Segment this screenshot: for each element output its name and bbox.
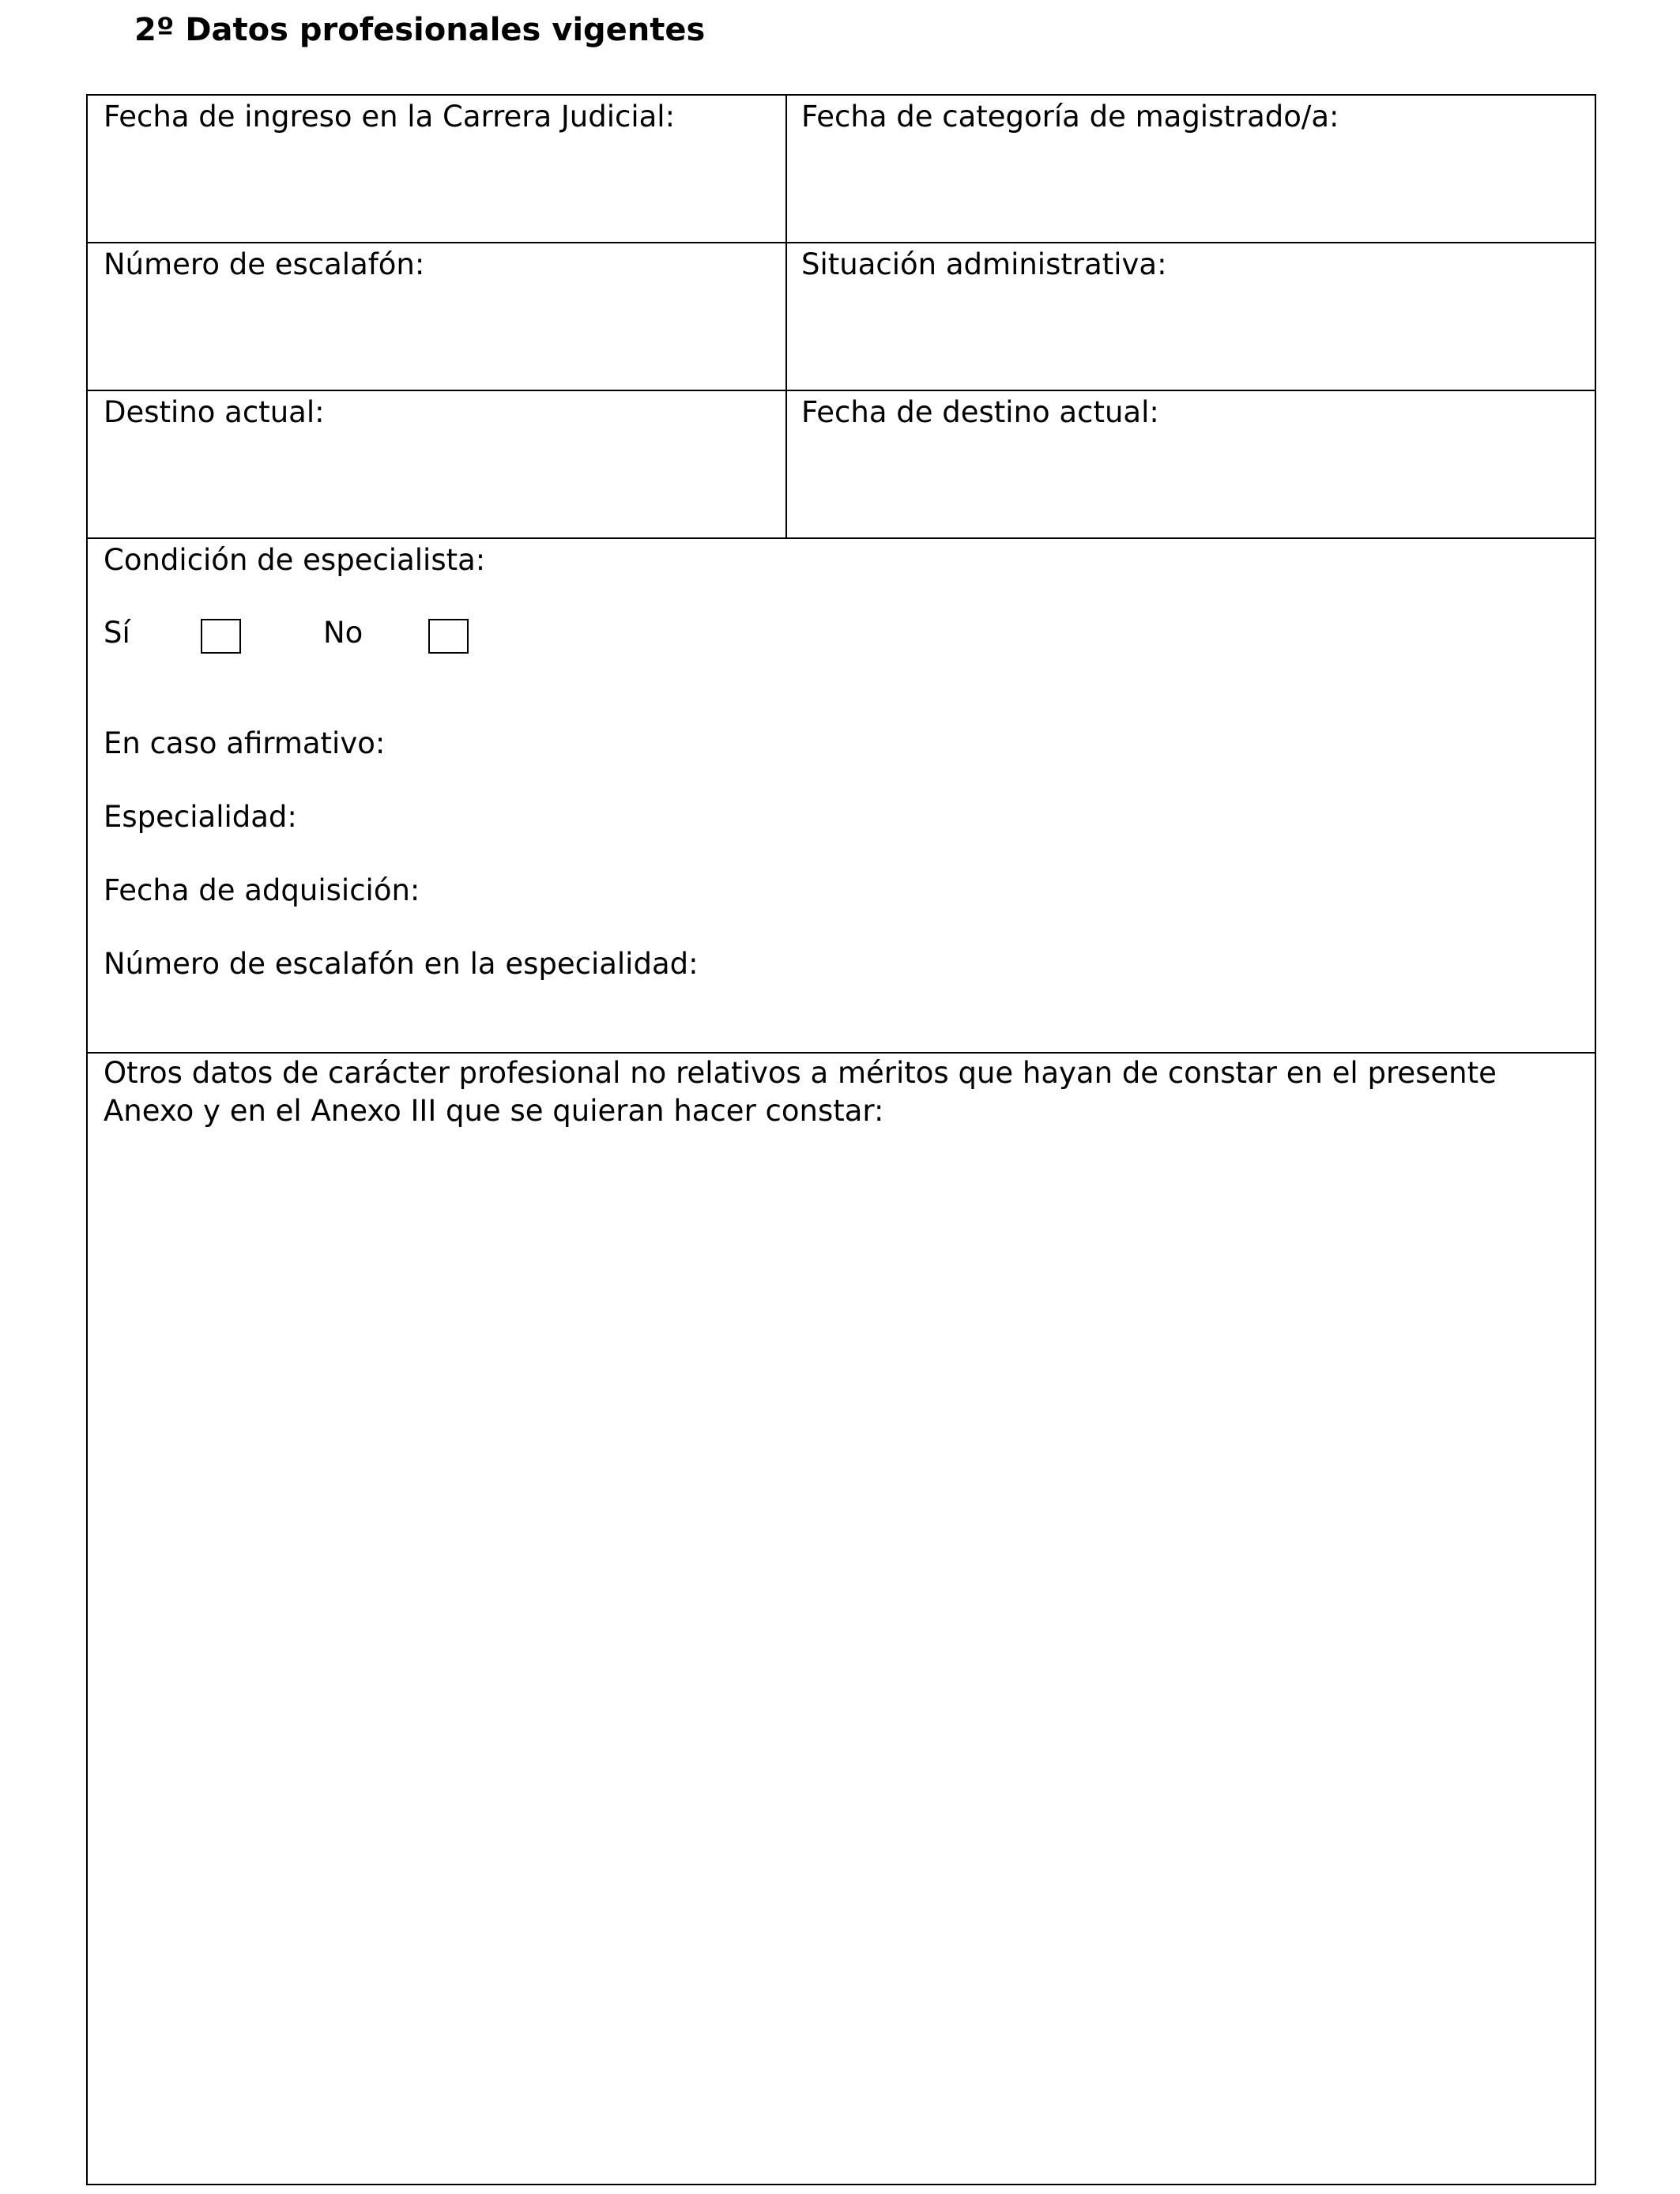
row-divider xyxy=(88,242,1595,243)
other-professional-data-field[interactable]: Otros datos de carácter profesional no relativos a méritos que hayan de constar en el presente Anexo y en el Anexo III que se quieran hacer constar: xyxy=(104,1056,1497,1128)
specialist-condition-label: Condición de especialista: xyxy=(104,543,486,577)
if-yes-label: En caso afirmativo: xyxy=(104,726,386,760)
row-divider xyxy=(88,1052,1595,1054)
specialty-ranking-number-field[interactable]: Número de escalafón en la especialidad: xyxy=(104,947,699,981)
administrative-situation-field[interactable]: Situación administrativa: xyxy=(801,247,1167,281)
column-divider xyxy=(785,96,787,539)
yes-checkbox[interactable] xyxy=(201,619,241,654)
judicial-career-entry-date-field[interactable]: Fecha de ingreso en la Carrera Judicial: xyxy=(104,100,676,134)
professional-data-form xyxy=(86,94,1596,2185)
section-title: 2º Datos profesionales vigentes xyxy=(134,12,706,48)
row-divider xyxy=(88,390,1595,391)
row-divider xyxy=(88,537,1595,539)
no-option-label: No xyxy=(323,616,363,650)
magistrate-category-date-field[interactable]: Fecha de categoría de magistrado/a: xyxy=(801,100,1339,134)
acquisition-date-field[interactable]: Fecha de adquisición: xyxy=(104,873,420,907)
yes-option-label: Sí xyxy=(104,616,130,650)
specialty-field[interactable]: Especialidad: xyxy=(104,800,297,834)
ranking-number-field[interactable]: Número de escalafón: xyxy=(104,247,425,281)
no-checkbox[interactable] xyxy=(428,619,469,654)
current-post-field[interactable]: Destino actual: xyxy=(104,395,325,429)
current-post-date-field[interactable]: Fecha de destino actual: xyxy=(801,395,1159,429)
